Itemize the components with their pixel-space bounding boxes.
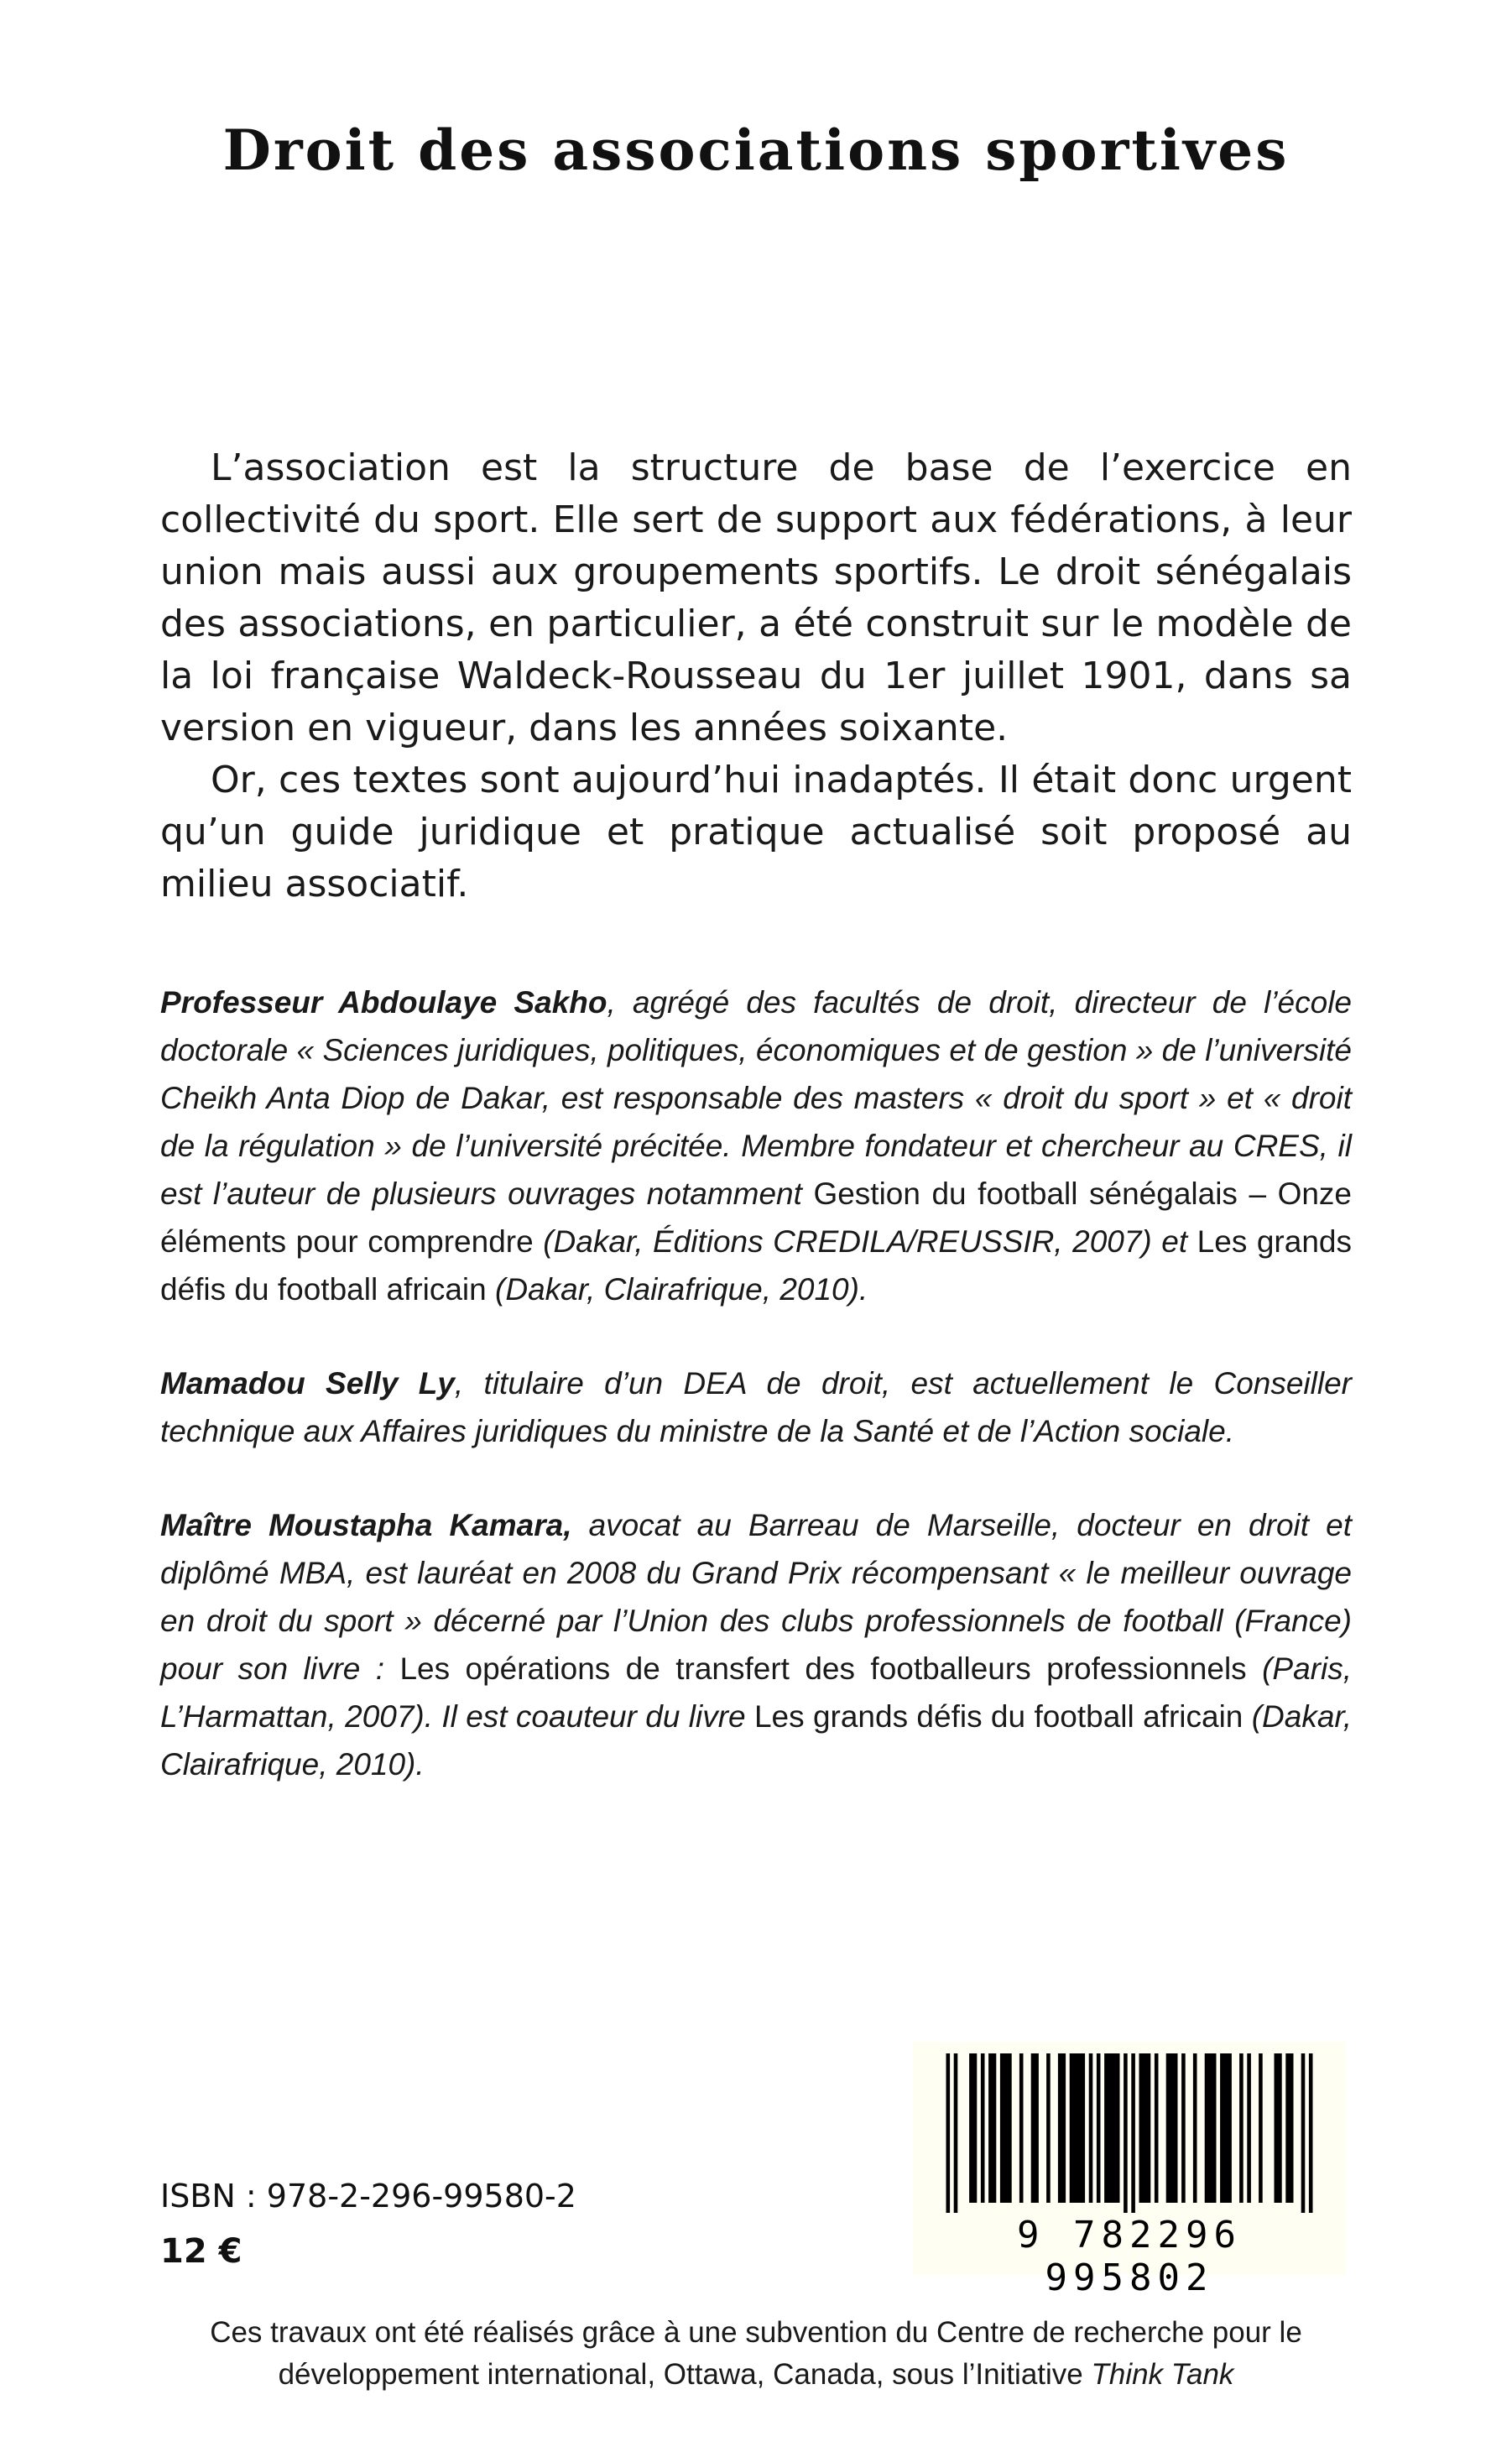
barcode-bar: [1205, 2053, 1217, 2203]
blurb-paragraph: Or, ces textes sont aujourd’hui inadaptés. Il était donc urgent qu’un guide juridique et pratique actualisé soit proposé au milieu associatif.: [160, 759, 1352, 905]
barcode-bar: [1124, 2053, 1128, 2213]
funding-footnote: [160, 2312, 1352, 2396]
bio-text: (Dakar, Clairafrique, 2010).: [160, 1699, 1352, 1782]
footnote-emphasis: Think Tank: [1091, 2358, 1234, 2391]
author-name: Maître Moustapha Kamara,: [160, 1508, 572, 1542]
barcode-bar: [1019, 2053, 1024, 2203]
barcode-bar: [1247, 2053, 1251, 2203]
barcode-bar: [1239, 2053, 1243, 2203]
blurb-paragraph: L’association est la structure de base de l’exercice en collectivité du sport. Elle sert de support aux fédérations, à leur union mais aussi aux groupements sportifs. Le droit sénégalais des associations, en particulier, a été construit sur le modèle de la loi française Waldeck-Rousseau du 1er juillet 1901, dans sa version en vigueur, dans les années soixante.: [160, 446, 1352, 749]
price-label: 12 €: [160, 2232, 242, 2271]
bio-text: , agrégé des facultés de droit, directeur de l’école doctorale « Sciences juridiques, politiques, économiques et de gestion » de l’université Cheikh Anta Diop de Dakar, est responsable des masters « droit du sport » et « droit de la régulation » de l’université précitée. Membre fondateur et chercheur au CRES, il est l’auteur de plusieurs ouvrages notamment: [160, 985, 1353, 1211]
barcode-bar: [1000, 2053, 1012, 2203]
book-title-ref: Gestion du football sénégalais – Onze éléments pour comprendre: [160, 1176, 1352, 1259]
barcode-digits: 9 782296 995802: [1017, 2214, 1242, 2299]
book-title-ref: Les grands défis du football africain: [160, 1224, 1352, 1307]
bio-text: (Dakar, Clairafrique, 2010).: [486, 1272, 868, 1307]
barcode-bar: [1104, 2053, 1119, 2203]
barcode-bar: [954, 2053, 958, 2213]
barcode: [913, 2042, 1346, 2299]
barcode-bar: [1285, 2053, 1293, 2203]
barcode-bar: [969, 2053, 977, 2203]
barcode-bar: [1309, 2053, 1313, 2213]
barcode-bar: [946, 2053, 951, 2213]
barcode-bar: [981, 2053, 985, 2203]
barcode-bar: [1301, 2053, 1306, 2213]
author-bio-kamara: [160, 1501, 1352, 1788]
author-bios: [160, 978, 1352, 1834]
barcode-bar: [1155, 2053, 1159, 2203]
barcode-bar: [1181, 2053, 1186, 2203]
barcode-bar: [1031, 2053, 1039, 2203]
bio-text: avocat au Barreau de Marseille, docteur en droit et diplômé MBA, est lauréat en 2008 du Grand Prix récompensant « le meilleur ouvrage en droit du sport » décerné par l’Union des clubs professionnels de football (France) pour son livre :: [160, 1508, 1352, 1686]
barcode-bar: [1139, 2053, 1151, 2203]
barcode-bar: [1220, 2053, 1232, 2203]
footnote-text: Ces travaux ont été réalisés grâce à une subvention du Centre de recherche pour le développement international, Ottawa, Canada, sous l’Initiative: [210, 2316, 1302, 2391]
book-title-ref: Les grands défis du football africain: [753, 1699, 1243, 1734]
author-name: Professeur Abdoulaye Sakho: [160, 985, 607, 1020]
author-name: Mamadou Selly Ly: [160, 1366, 455, 1401]
barcode-bar: [1166, 2053, 1178, 2203]
barcode-bar: [1131, 2053, 1135, 2213]
barcode-bar: [1259, 2053, 1263, 2203]
author-bio-ly: [160, 1359, 1352, 1455]
barcode-bar: [1058, 2053, 1066, 2203]
barcode-bar: [1089, 2053, 1093, 2203]
isbn-label: ISBN : 978-2-296-99580-2: [160, 2178, 576, 2215]
book-title-ref: Les opérations de transfert des footballeurs professionnels: [399, 1651, 1247, 1686]
bio-text: (Paris, L’Harmattan, 2007). Il est coauteur du livre: [160, 1651, 1352, 1734]
book-title: Droit des associations sportives: [222, 117, 1290, 183]
barcode-bar: [1097, 2053, 1101, 2203]
barcode-bar: [1193, 2053, 1197, 2203]
bio-text: , titulaire d’un DEA de droit, est actuellement le Conseiller technique aux Affaires juridiques du ministre de la Santé et de l’Action sociale.: [160, 1366, 1352, 1448]
barcode-bar: [1070, 2053, 1085, 2203]
barcode-bar: [1275, 2053, 1282, 2203]
barcode-bar: [1046, 2053, 1051, 2203]
back-cover-blurb: [160, 442, 1352, 910]
bio-text: (Dakar, Éditions CREDILA/REUSSIR, 2007) et: [533, 1224, 1197, 1259]
author-bio-sakho: [160, 978, 1352, 1313]
barcode-bar: [988, 2053, 996, 2203]
barcode-bars: [925, 2053, 1334, 2213]
